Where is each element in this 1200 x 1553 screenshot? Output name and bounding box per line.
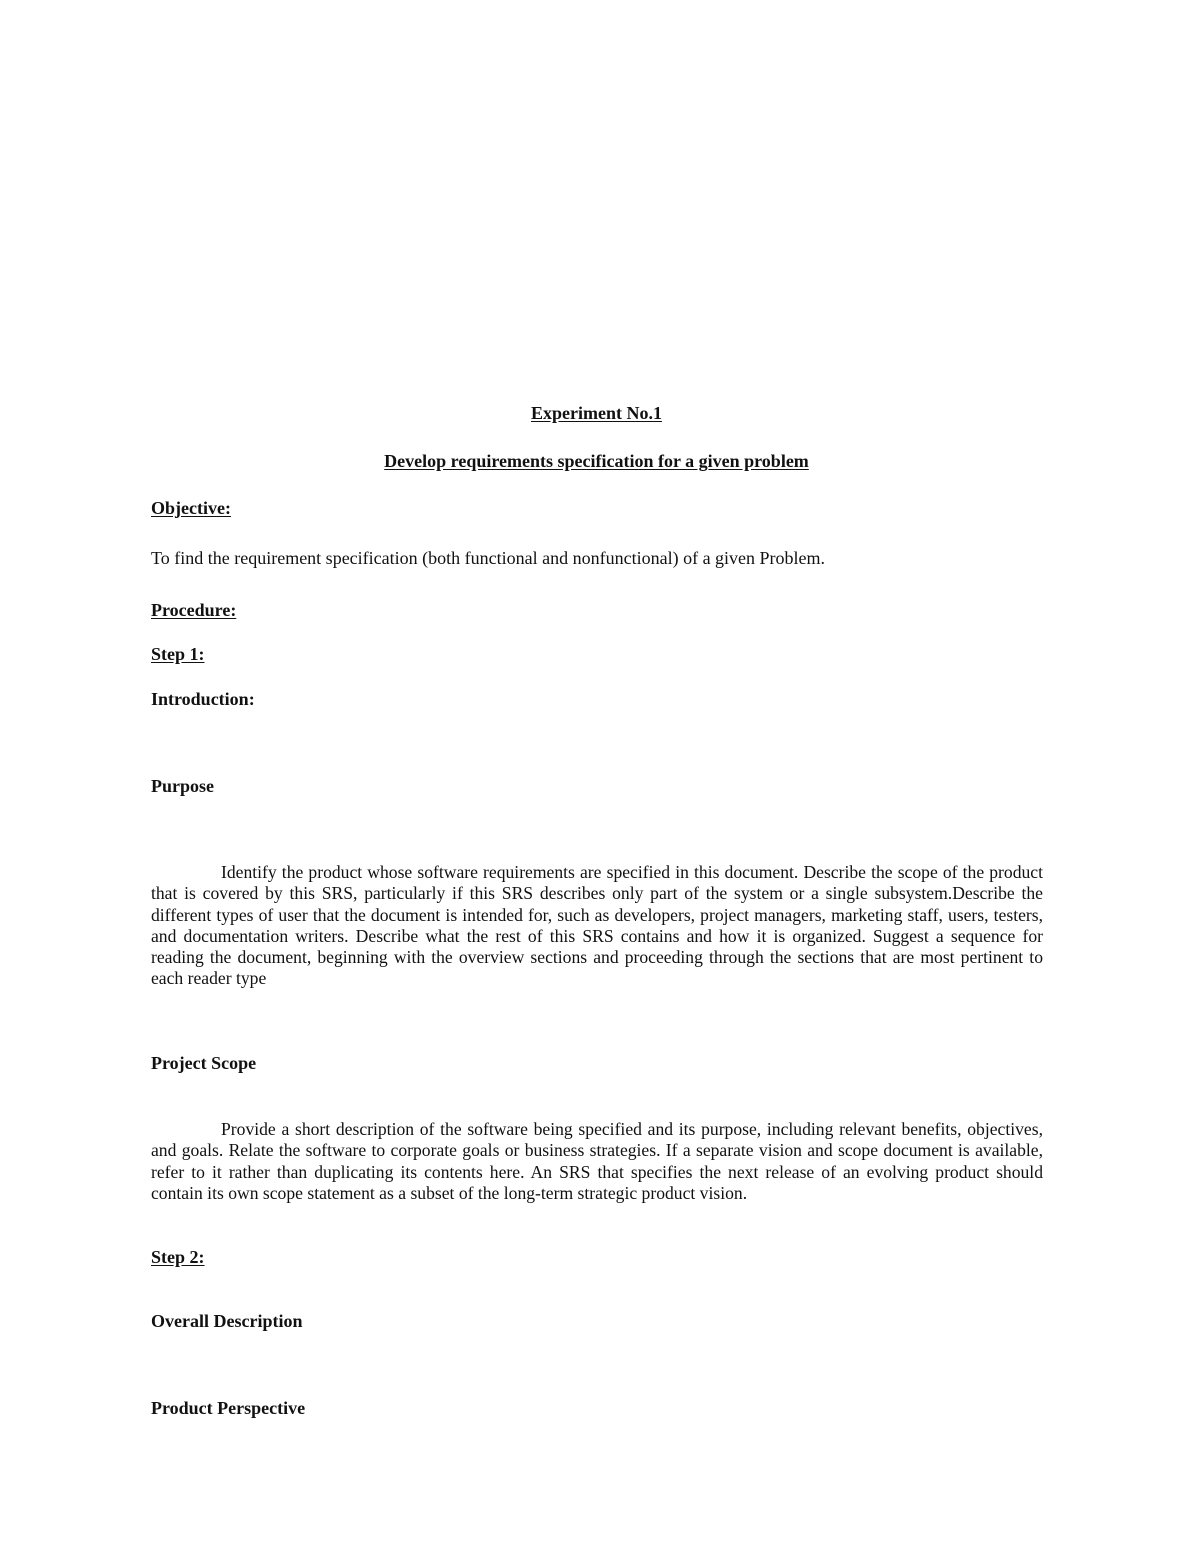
objective-heading: Objective: [151, 498, 231, 518]
purpose-paragraph: Identify the product whose software requirements are specified in this document. Describe the scope of the product that is covered by this SRS, particularly if this SRS describes only part of the system or a single subsystem.Describe the different types of user that the document is intended for, such as developers, project managers, marketing staff, users, testers, and documentation writers. Describe what the rest of this SRS contains and how it is organized. Suggest a sequence for reading the document, beginning with the overview sections and proceeding through the sections that are most pertinent to each reader type [151, 862, 1043, 989]
procedure-heading: Procedure: [151, 600, 237, 620]
step-1-heading: Step 1: [151, 644, 205, 664]
objective-text: To find the requirement specification (both functional and nonfunctional) of a given Problem. [151, 548, 826, 568]
project-scope-heading: Project Scope [151, 1053, 257, 1073]
purpose-heading: Purpose [151, 776, 214, 796]
document-subtitle: Develop requirements specification for a given problem [384, 451, 809, 471]
step-2-heading: Step 2: [151, 1247, 205, 1267]
overall-description-heading: Overall Description [151, 1311, 303, 1331]
document-title: Experiment No.1 [531, 403, 662, 423]
project-scope-paragraph: Provide a short description of the software being specified and its purpose, including relevant benefits, objectives, and goals. Relate the software to corporate goals or business strategies. If a separate vision and scope document is available, refer to it rather than duplicating its contents here. An SRS that specifies the next release of an evolving product should contain its own scope statement as a subset of the long-term strategic product vision. [151, 1119, 1043, 1203]
product-perspective-heading: Product Perspective [151, 1398, 306, 1418]
introduction-heading: Introduction: [151, 689, 255, 709]
